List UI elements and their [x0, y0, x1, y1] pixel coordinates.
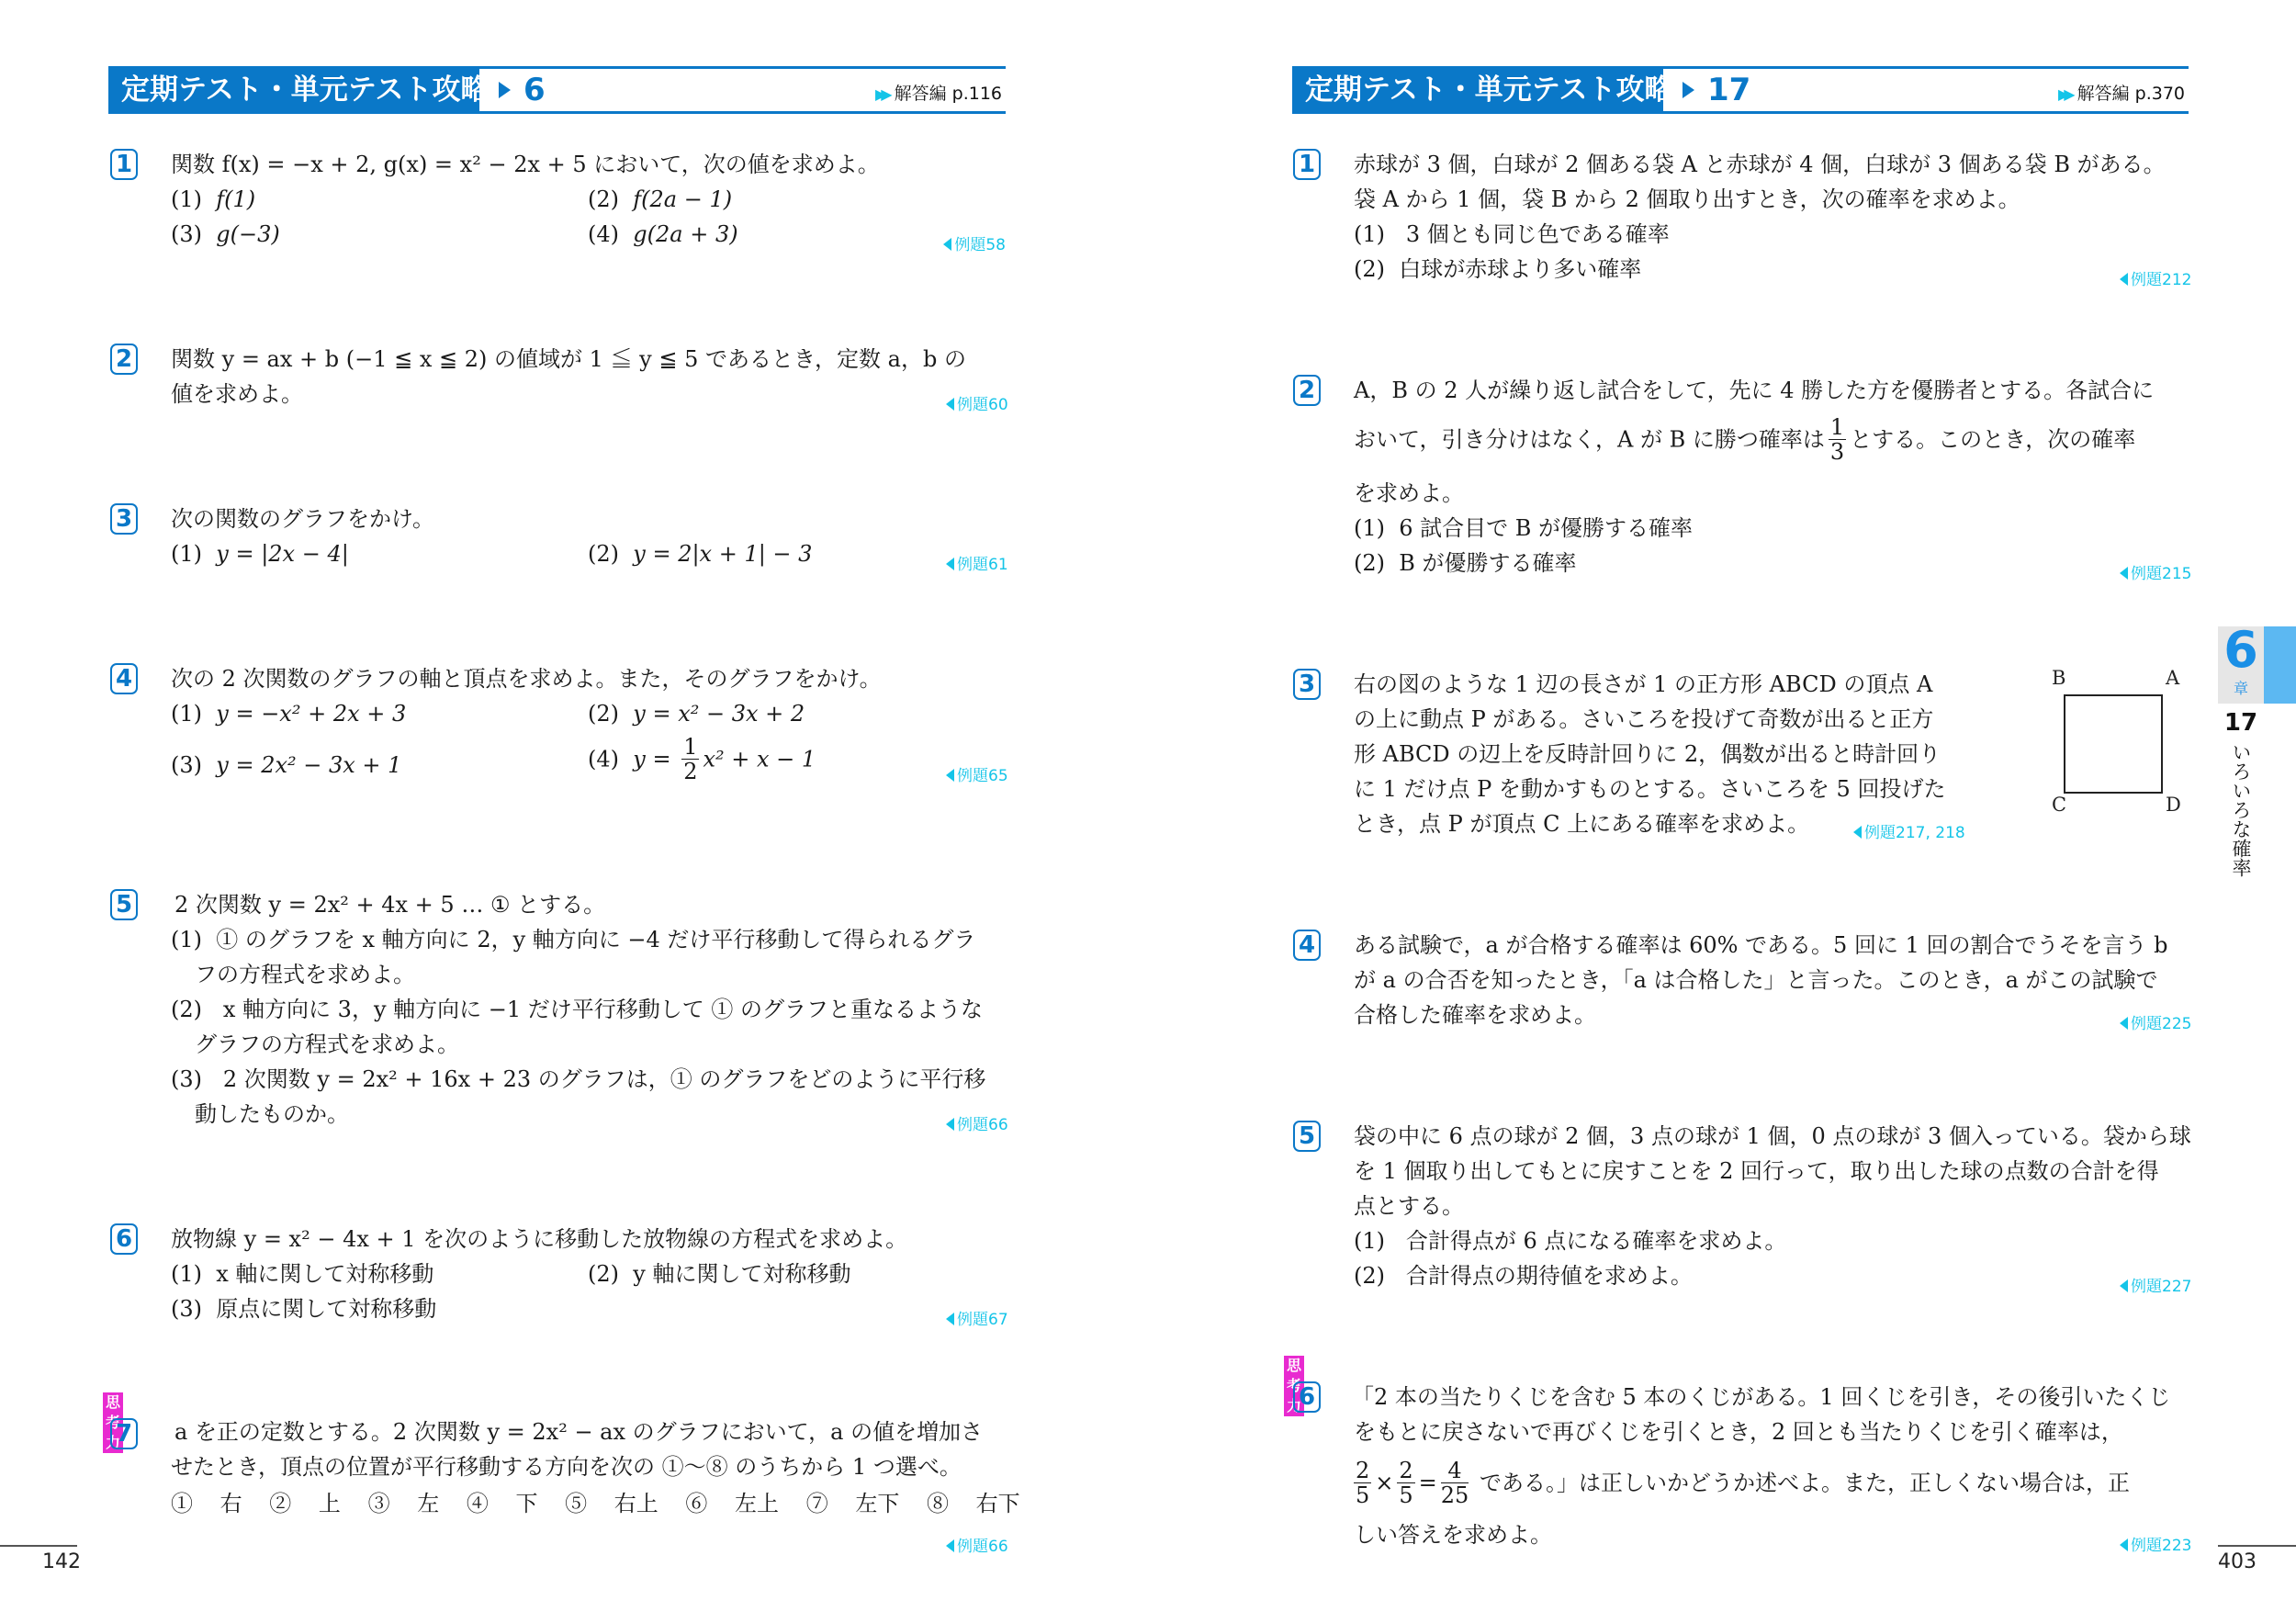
header-title: 定期テスト・単元テスト攻略: [1292, 69, 1663, 111]
triangle-left-icon: [2120, 273, 2128, 286]
fraction: $\frac{1}{3}$: [1829, 414, 1845, 465]
triangle-right-icon: [499, 82, 511, 98]
double-arrow-icon: ▶▶: [2057, 85, 2070, 103]
section-number: 17: [1683, 69, 1750, 111]
choice-3: ③ 左: [367, 1491, 440, 1516]
problem-text-line-1: 関数 y = ax + b (−1 ≦ x ≦ 2) の値域が 1 ≦ y ≦ 5 であるとき，定数 a，b の: [171, 346, 966, 372]
chapter-tab[interactable]: [2218, 621, 2296, 704]
choice-8: ⑧ 右下: [926, 1491, 1020, 1516]
problem-text-line-2: の上に動点 P がある。さいころを投げて奇数が出ると正方: [1354, 706, 1934, 732]
double-arrow-icon: ▶▶: [874, 85, 887, 103]
choice-4: ④ 下: [466, 1491, 538, 1516]
subquestion-4: (4) y = $\frac{1}{2}$ x² + x − 1: [588, 734, 816, 784]
vertex-label-c: C: [2052, 794, 2067, 816]
choice-7: ⑦ 左下: [805, 1491, 900, 1516]
answer-reference-link[interactable]: ▶▶ 解答編 p.370: [2057, 84, 2185, 104]
example-reference[interactable]: 例題223: [2120, 1528, 2191, 1563]
thinking-skill-badge: 思考力: [103, 1392, 123, 1453]
problem-text: 次の 2 次関数のグラフの軸と頂点を求めよ。また，そのグラフをかけ。: [171, 666, 882, 692]
subquestion-2: (2) y = 2|x + 1| − 3: [588, 541, 813, 567]
subquestion-1: (1) 3 個とも同じ色である確率: [1354, 221, 1670, 247]
left-header: [108, 66, 1006, 114]
problem-number-badge: 5: [110, 889, 138, 920]
subquestion-3: (3) 2 次関数 y = 2x² + 16x + 23 のグラフは，① のグラフをどのように平行移: [171, 1066, 986, 1092]
problem-text-line-1: a を正の定数とする。2 次関数 y = 2x² − ax のグラフにおいて，a の値を増加さ: [174, 1419, 984, 1445]
chapter-tab-accent: [2264, 626, 2296, 704]
problem-number-badge: 4: [110, 663, 138, 694]
subquestion-3: (3) y = 2x² − 3x + 1: [171, 752, 402, 778]
triangle-left-icon: [946, 398, 954, 411]
problem-text-line-3: 形 ABCD の辺上を反時計回りに 2，偶数が出ると時計回り: [1354, 741, 1941, 767]
problem-text-line-5: とき，点 P が頂点 C 上にある確率を求めよ。: [1354, 811, 1810, 837]
page-rule: [0, 1545, 77, 1547]
subquestion-3: (3) 原点に関して対称移動: [171, 1296, 437, 1322]
problem-text-line-2: が a の合否を知ったとき，「a は合格した」と言った。このとき，a がこの試験で: [1354, 967, 2158, 993]
vertex-label-b: B: [2052, 667, 2066, 689]
vertex-label-a: A: [2166, 667, 2180, 689]
choice-5: ⑤ 右上: [565, 1491, 658, 1516]
subquestion-2: (2) B が優勝する確率: [1354, 550, 1577, 576]
example-reference[interactable]: 例題61: [946, 547, 1008, 582]
triangle-left-icon: [2120, 1279, 2128, 1292]
subquestion-1: (1) y = −x² + 2x + 3: [171, 701, 407, 727]
problem-text: 2 次関数 y = 2x² + 4x + 5 … ① とする。: [174, 892, 606, 918]
choice-2: ② 上: [269, 1491, 341, 1516]
choices: [171, 1486, 1020, 1521]
header-title: 定期テスト・単元テスト攻略: [108, 69, 479, 111]
chapter-label: 章: [2233, 680, 2248, 697]
subquestion-1: (1) f(1): [171, 186, 256, 212]
triangle-left-icon: [946, 558, 954, 570]
choice-1: ① 右: [171, 1491, 242, 1516]
problem-number-badge: 7: [110, 1418, 138, 1449]
fraction: $\frac{4}{25}$: [1440, 1458, 1469, 1508]
example-reference[interactable]: 例題65: [946, 759, 1008, 794]
example-reference[interactable]: 例題66: [946, 1529, 1008, 1564]
problem-text-line-1: A，B の 2 人が繰り返し試合をして，先に 4 勝した方を優勝者とする。各試合に: [1354, 378, 2155, 403]
triangle-left-icon: [946, 1539, 954, 1552]
thinking-skill-badge: 思考力: [1284, 1356, 1304, 1416]
fraction: $\frac{1}{2}$: [683, 734, 698, 784]
problem-text-line-1: 「2 本の当たりくじを含む 5 本のくじがある。1 回くじを引き，その後引いたくじ: [1352, 1384, 2171, 1410]
example-reference[interactable]: 例題212: [2120, 263, 2191, 298]
subquestion-1: (1) x 軸に関して対称移動: [171, 1261, 434, 1287]
section-number: 6: [499, 69, 546, 111]
example-reference[interactable]: 例題225: [2120, 1007, 2191, 1042]
section-tab-number: 17: [2223, 709, 2258, 737]
subquestion-2: (2) y = x² − 3x + 2: [588, 701, 805, 727]
triangle-left-icon: [1853, 826, 1862, 839]
problem-text: 関数 f(x) = −x + 2, g(x) = x² − 2x + 5 において，次の値を求めよ。: [171, 152, 880, 177]
right-header: [1292, 66, 2189, 114]
triangle-left-icon: [943, 238, 951, 251]
problem-text-line-4: しい答えを求めよ。: [1354, 1522, 1552, 1548]
subquestion-1: (1) y = |2x − 4|: [171, 541, 349, 567]
problem-text: 放物線 y = x² − 4x + 1 を次のように移動した放物線の方程式を求めよ。: [171, 1226, 908, 1252]
triangle-right-icon: [1683, 82, 1694, 98]
subquestion-2: (2) 白球が赤球より多い確率: [1354, 256, 1642, 282]
problem-text-line-1: 赤球が 3 個，白球が 2 個ある袋 A と赤球が 4 個，白球が 3 個ある袋 B がある。: [1354, 152, 2166, 177]
example-reference[interactable]: 例題66: [946, 1108, 1008, 1143]
problem-number-badge: 6: [1293, 1381, 1321, 1413]
page-rule: [2218, 1545, 2296, 1547]
problem-text-line-4: に 1 だけ点 P を動かすものとする。さいころを 5 回投げた: [1354, 776, 1946, 802]
problem-text-line-3: を求めよ。: [1354, 480, 1464, 506]
subquestion-1-cont: フの方程式を求めよ。: [195, 962, 415, 987]
page-number: 403: [2218, 1550, 2257, 1573]
fraction: $\frac{2}{5}$: [1356, 1458, 1370, 1508]
subquestion-1: (1) ① のグラフを x 軸方向に 2，y 軸方向に −4 だけ平行移動して得られるグラ: [171, 927, 976, 952]
problem-number-badge: 5: [1293, 1121, 1321, 1152]
problem-text-line-3: 点とする。: [1354, 1193, 1464, 1219]
triangle-left-icon: [946, 1118, 954, 1131]
problem-number-badge: 1: [110, 149, 138, 180]
problem-text-line-2: 値を求めよ。: [171, 381, 303, 407]
subquestion-4: (4) g(2a + 3): [588, 221, 738, 247]
subquestion-1: (1) 6 試合目で B が優勝する確率: [1354, 515, 1694, 541]
problem-text-line-2: おいて，引き分けはなく，A が B に勝つ確率は $\frac{1}{3}$ とする。このとき，次の確率: [1354, 414, 2136, 465]
square-shape: [2064, 694, 2163, 794]
problem-number-badge: 1: [1293, 149, 1321, 180]
problem-number-badge: 2: [1293, 375, 1321, 406]
problem-text-line-2: をもとに戻さないで再びくじを引くとき，2 回とも当たりくじを引く確率は，: [1354, 1419, 2123, 1445]
triangle-left-icon: [2120, 1538, 2128, 1551]
problem-text-line-1: ある試験で，a が合格する確率は 60% である。5 回に 1 回の割合でうそを言う b: [1354, 932, 2168, 958]
page-number: 142: [42, 1550, 81, 1573]
answer-reference-link[interactable]: ▶▶ 解答編 p.116: [874, 84, 1002, 104]
right-page: [1148, 0, 2296, 1623]
fraction: $\frac{2}{5}$: [1399, 1458, 1413, 1508]
example-reference[interactable]: 例題60: [946, 388, 1008, 423]
problem-number-badge: 6: [110, 1223, 138, 1255]
subquestion-2: (2) y 軸に関して対称移動: [588, 1261, 851, 1287]
example-reference[interactable]: 例題217, 218: [1853, 816, 1965, 851]
problem-text-line-1: 袋の中に 6 点の球が 2 個，3 点の球が 1 個，0 点の球が 3 個入っている。袋から球: [1354, 1123, 2191, 1149]
problem-text-line-1: 右の図のような 1 辺の長さが 1 の正方形 ABCD の頂点 A: [1354, 671, 1933, 697]
problem-text: 次の関数のグラフをかけ。: [171, 506, 435, 532]
square-abcd-figure: [2048, 667, 2213, 817]
problem-number-badge: 4: [1293, 930, 1321, 961]
problem-text-line-2: 袋 A から 1 個，袋 B から 2 個取り出すとき，次の確率を求めよ。: [1354, 186, 2020, 212]
problem-text-line-2: せたとき，頂点の位置が平行移動する方向を次の ①〜⑧ のうちから 1 つ選べ。: [171, 1454, 962, 1480]
subquestion-3: (3) g(−3): [171, 221, 280, 247]
subquestion-1: (1) 合計得点が 6 点になる確率を求めよ。: [1354, 1228, 1787, 1254]
chapter-number: 6: [2223, 621, 2258, 679]
vertex-label-d: D: [2166, 794, 2181, 816]
subquestion-2-cont: グラフの方程式を求めよ。: [195, 1031, 459, 1057]
triangle-left-icon: [2120, 567, 2128, 580]
subquestion-3-cont: 動したものか。: [195, 1101, 349, 1127]
problem-number-badge: 2: [110, 344, 138, 375]
choice-6: ⑥ 左上: [685, 1491, 780, 1516]
problem-number-badge: 3: [1293, 669, 1321, 700]
example-reference[interactable]: 例題215: [2120, 557, 2191, 592]
problem-number-badge: 3: [110, 503, 138, 535]
example-reference[interactable]: 例題67: [946, 1302, 1008, 1337]
triangle-left-icon: [946, 769, 954, 782]
subquestion-2: (2) x 軸方向に 3，y 軸方向に −1 だけ平行移動して ① のグラフと重なるような: [171, 997, 984, 1022]
section-tab-title: いろいろな確率: [2230, 742, 2252, 877]
problem-text-line-2: を 1 個取り出してもとに戻すことを 2 回行って，取り出した球の点数の合計を得: [1354, 1158, 2159, 1184]
subquestion-2: (2) 合計得点の期待値を求めよ。: [1354, 1263, 1693, 1289]
problem-text-line-3: 合格した確率を求めよ。: [1354, 1002, 1596, 1028]
example-reference[interactable]: 例題227: [2120, 1269, 2191, 1304]
example-reference[interactable]: 例題58: [943, 228, 1006, 263]
triangle-left-icon: [946, 1313, 954, 1325]
triangle-left-icon: [2120, 1017, 2128, 1030]
subquestion-2: (2) f(2a − 1): [588, 186, 733, 212]
problem-text-line-3: $\frac{2}{5}$ × $\frac{2}{5}$ = $\frac{4}{25}$ である。」は正しいかどうか述べよ。また，正しくない場合は，正: [1356, 1458, 2130, 1508]
